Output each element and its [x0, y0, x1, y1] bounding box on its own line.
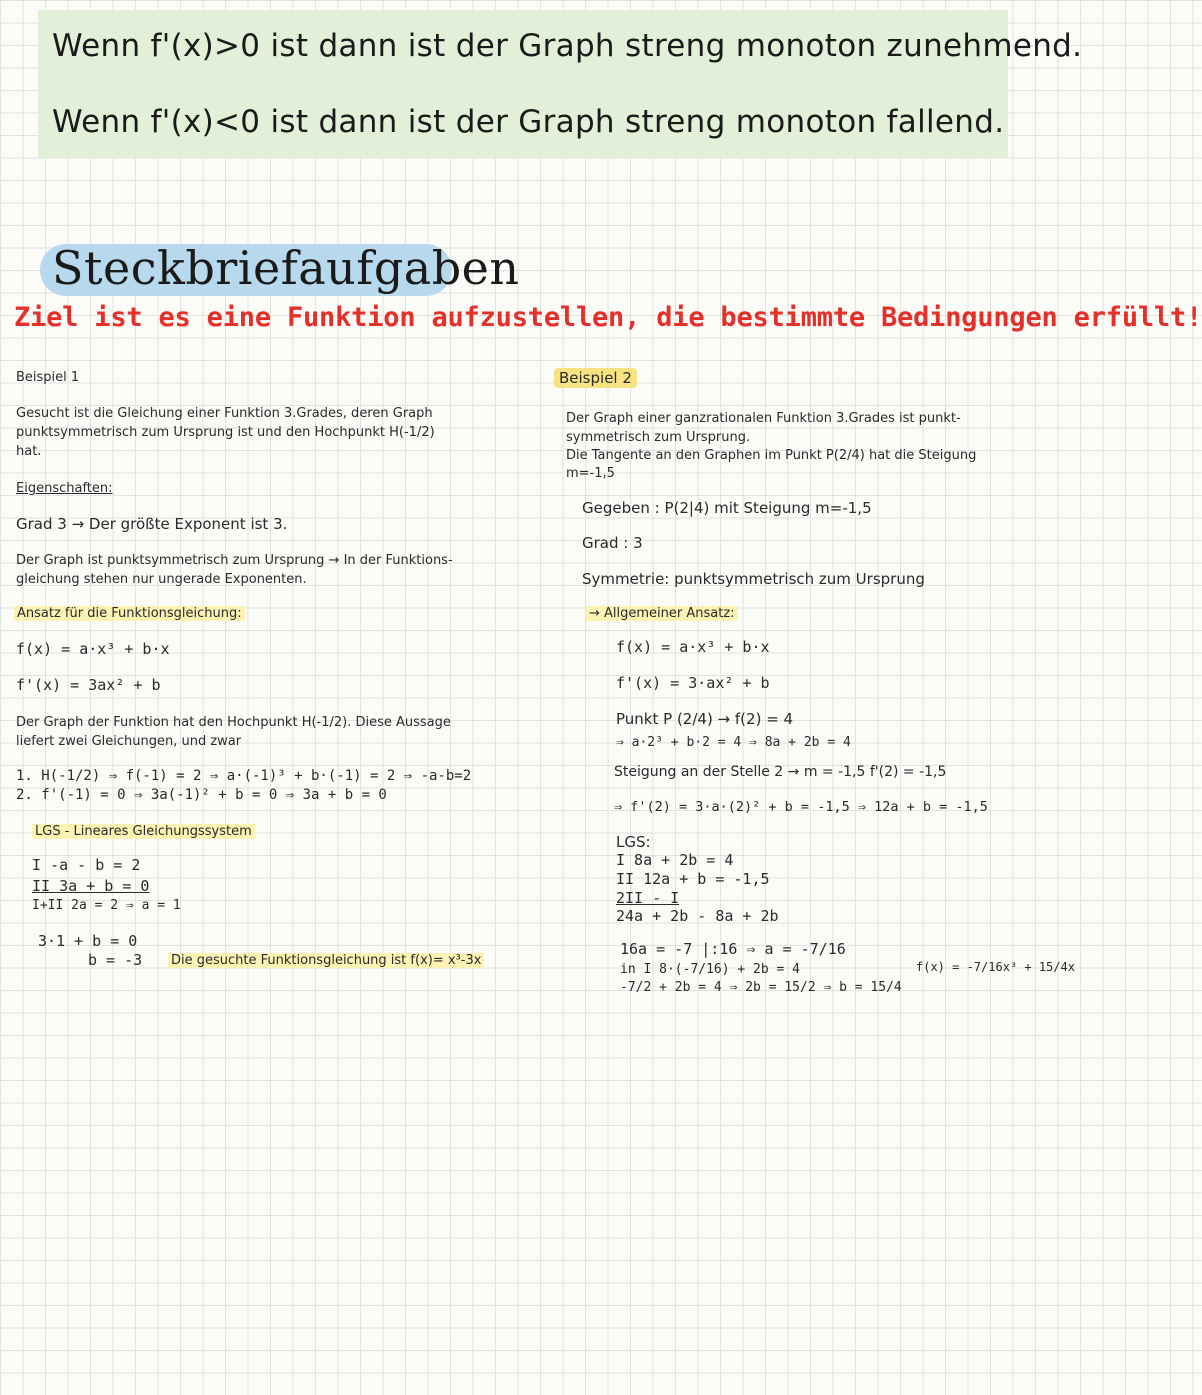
symmetry-line: Der Graph ist punktsymmetrisch zum Ursprung → In der Funktions- — [16, 553, 453, 568]
section-title: Steckbriefaufgaben — [52, 241, 520, 295]
slope-calculation: ⇒ f'(2) = 3·a·(2)² + b = -1,5 ⇒ 12a + b = -1,5 — [614, 799, 988, 815]
point-calculation: ⇒ a·2³ + b·2 = 4 ⇒ 8a + 2b = 4 — [616, 735, 851, 750]
lgs-label-2: LGS: — [616, 833, 651, 851]
condition-equation-1: 1. H(-1/2) ⇒ f(-1) = 2 ⇒ a·(-1)³ + b·(-1) = 2 ⇒ -a-b=2 — [16, 768, 472, 784]
given-line: Gegeben : P(2|4) mit Steigung m=-1,5 — [582, 499, 872, 517]
example-1-task-line: punktsymmetrisch zum Ursprung ist und den Hochpunkt H(-1/2) — [16, 425, 435, 440]
monotony-increasing-note: Wenn f'(x)>0 ist dann ist der Graph streng monoton zunehmend. — [52, 28, 1083, 64]
lgs-2-equation-1: I 8a + 2b = 4 — [616, 851, 734, 869]
insert-step-2: -7/2 + 2b = 4 ⇒ 2b = 15/2 ⇒ b = 15/4 — [620, 980, 902, 995]
degree-line: Grad 3 → Der größte Exponent ist 3. — [16, 515, 288, 533]
example-1-result: Die gesuchte Funktionsgleichung ist f(x)= x³-3x — [168, 953, 484, 968]
point-condition: Punkt P (2/4) → f(2) = 4 — [616, 710, 794, 728]
slope-condition: Steigung an der Stelle 2 → m = -1,5 f'(2) = -1,5 — [614, 764, 947, 780]
example-2-task-line: symmetrisch zum Ursprung. — [566, 430, 751, 445]
insert-step-1: in I 8·(-7/16) + 2b = 4 — [620, 962, 801, 977]
example-2-task-line: Die Tangente an den Graphen im Punkt P(2/4) hat die Steigung — [566, 448, 977, 463]
maximum-line: Der Graph der Funktion hat den Hochpunkt H(-1/2). Diese Aussage — [16, 715, 451, 730]
symmetry-line-2: Symmetrie: punktsymmetrisch zum Ursprung — [582, 570, 925, 588]
example-2-task-line: Der Graph einer ganzrationalen Funktion 3.Grades ist punkt- — [566, 411, 961, 426]
function-equation-2: f(x) = a·x³ + b·x — [616, 638, 770, 656]
b-value: b = -3 — [88, 951, 143, 969]
symmetry-line: gleichung stehen nur ungerade Exponenten. — [16, 572, 307, 587]
monotony-decreasing-note: Wenn f'(x)<0 ist dann ist der Graph streng monoton fallend. — [52, 104, 1005, 140]
solve-a: 16a = -7 |:16 ⇒ a = -7/16 — [620, 940, 846, 958]
section-goal: Ziel ist es eine Funktion aufzustellen, die bestimmte Bedingungen erfüllt! — [14, 302, 1202, 333]
properties-label: Eigenschaften: — [16, 481, 113, 496]
degree-line-2: Grad : 3 — [582, 534, 643, 552]
example-1-task-line: Gesucht ist die Gleichung einer Funktion 3.Grades, deren Graph — [16, 406, 433, 421]
lgs-sum: I+II 2a = 2 ⇒ a = 1 — [32, 898, 181, 913]
lgs-2-equation-2: II 12a + b = -1,5 — [616, 870, 770, 888]
example-1-task-line: hat. — [16, 444, 42, 459]
derivative-equation-2: f'(x) = 3·ax² + b — [616, 674, 770, 692]
maximum-line: liefert zwei Gleichungen, und zwar — [16, 734, 242, 749]
general-ansatz-label: → Allgemeiner Ansatz: — [586, 606, 738, 621]
lgs-equation-2: II 3a + b = 0 — [32, 877, 150, 895]
ansatz-label: Ansatz für die Funktionsgleichung: — [14, 606, 245, 621]
lgs-2-step: 24a + 2b - 8a + 2b — [616, 907, 779, 925]
lgs-2-operation: 2II - I — [616, 889, 680, 907]
condition-equation-2: 2. f'(-1) = 0 ⇒ 3a(-1)² + b = 0 ⇒ 3a + b = 0 — [16, 787, 387, 803]
example-2-result: f(x) = -7/16x³ + 15/4x — [916, 960, 1075, 974]
substitution-step: 3·1 + b = 0 — [38, 932, 138, 950]
lgs-equation-1: I -a - b = 2 — [32, 856, 141, 874]
example-2-heading: Beispiel 2 — [554, 368, 637, 388]
derivative-equation: f'(x) = 3ax² + b — [16, 676, 161, 694]
example-2-task-line: m=-1,5 — [566, 466, 615, 481]
example-1-heading: Beispiel 1 — [16, 370, 80, 385]
lgs-label: LGS - Lineares Gleichungssystem — [32, 824, 255, 839]
function-equation: f(x) = a·x³ + b·x — [16, 640, 170, 658]
